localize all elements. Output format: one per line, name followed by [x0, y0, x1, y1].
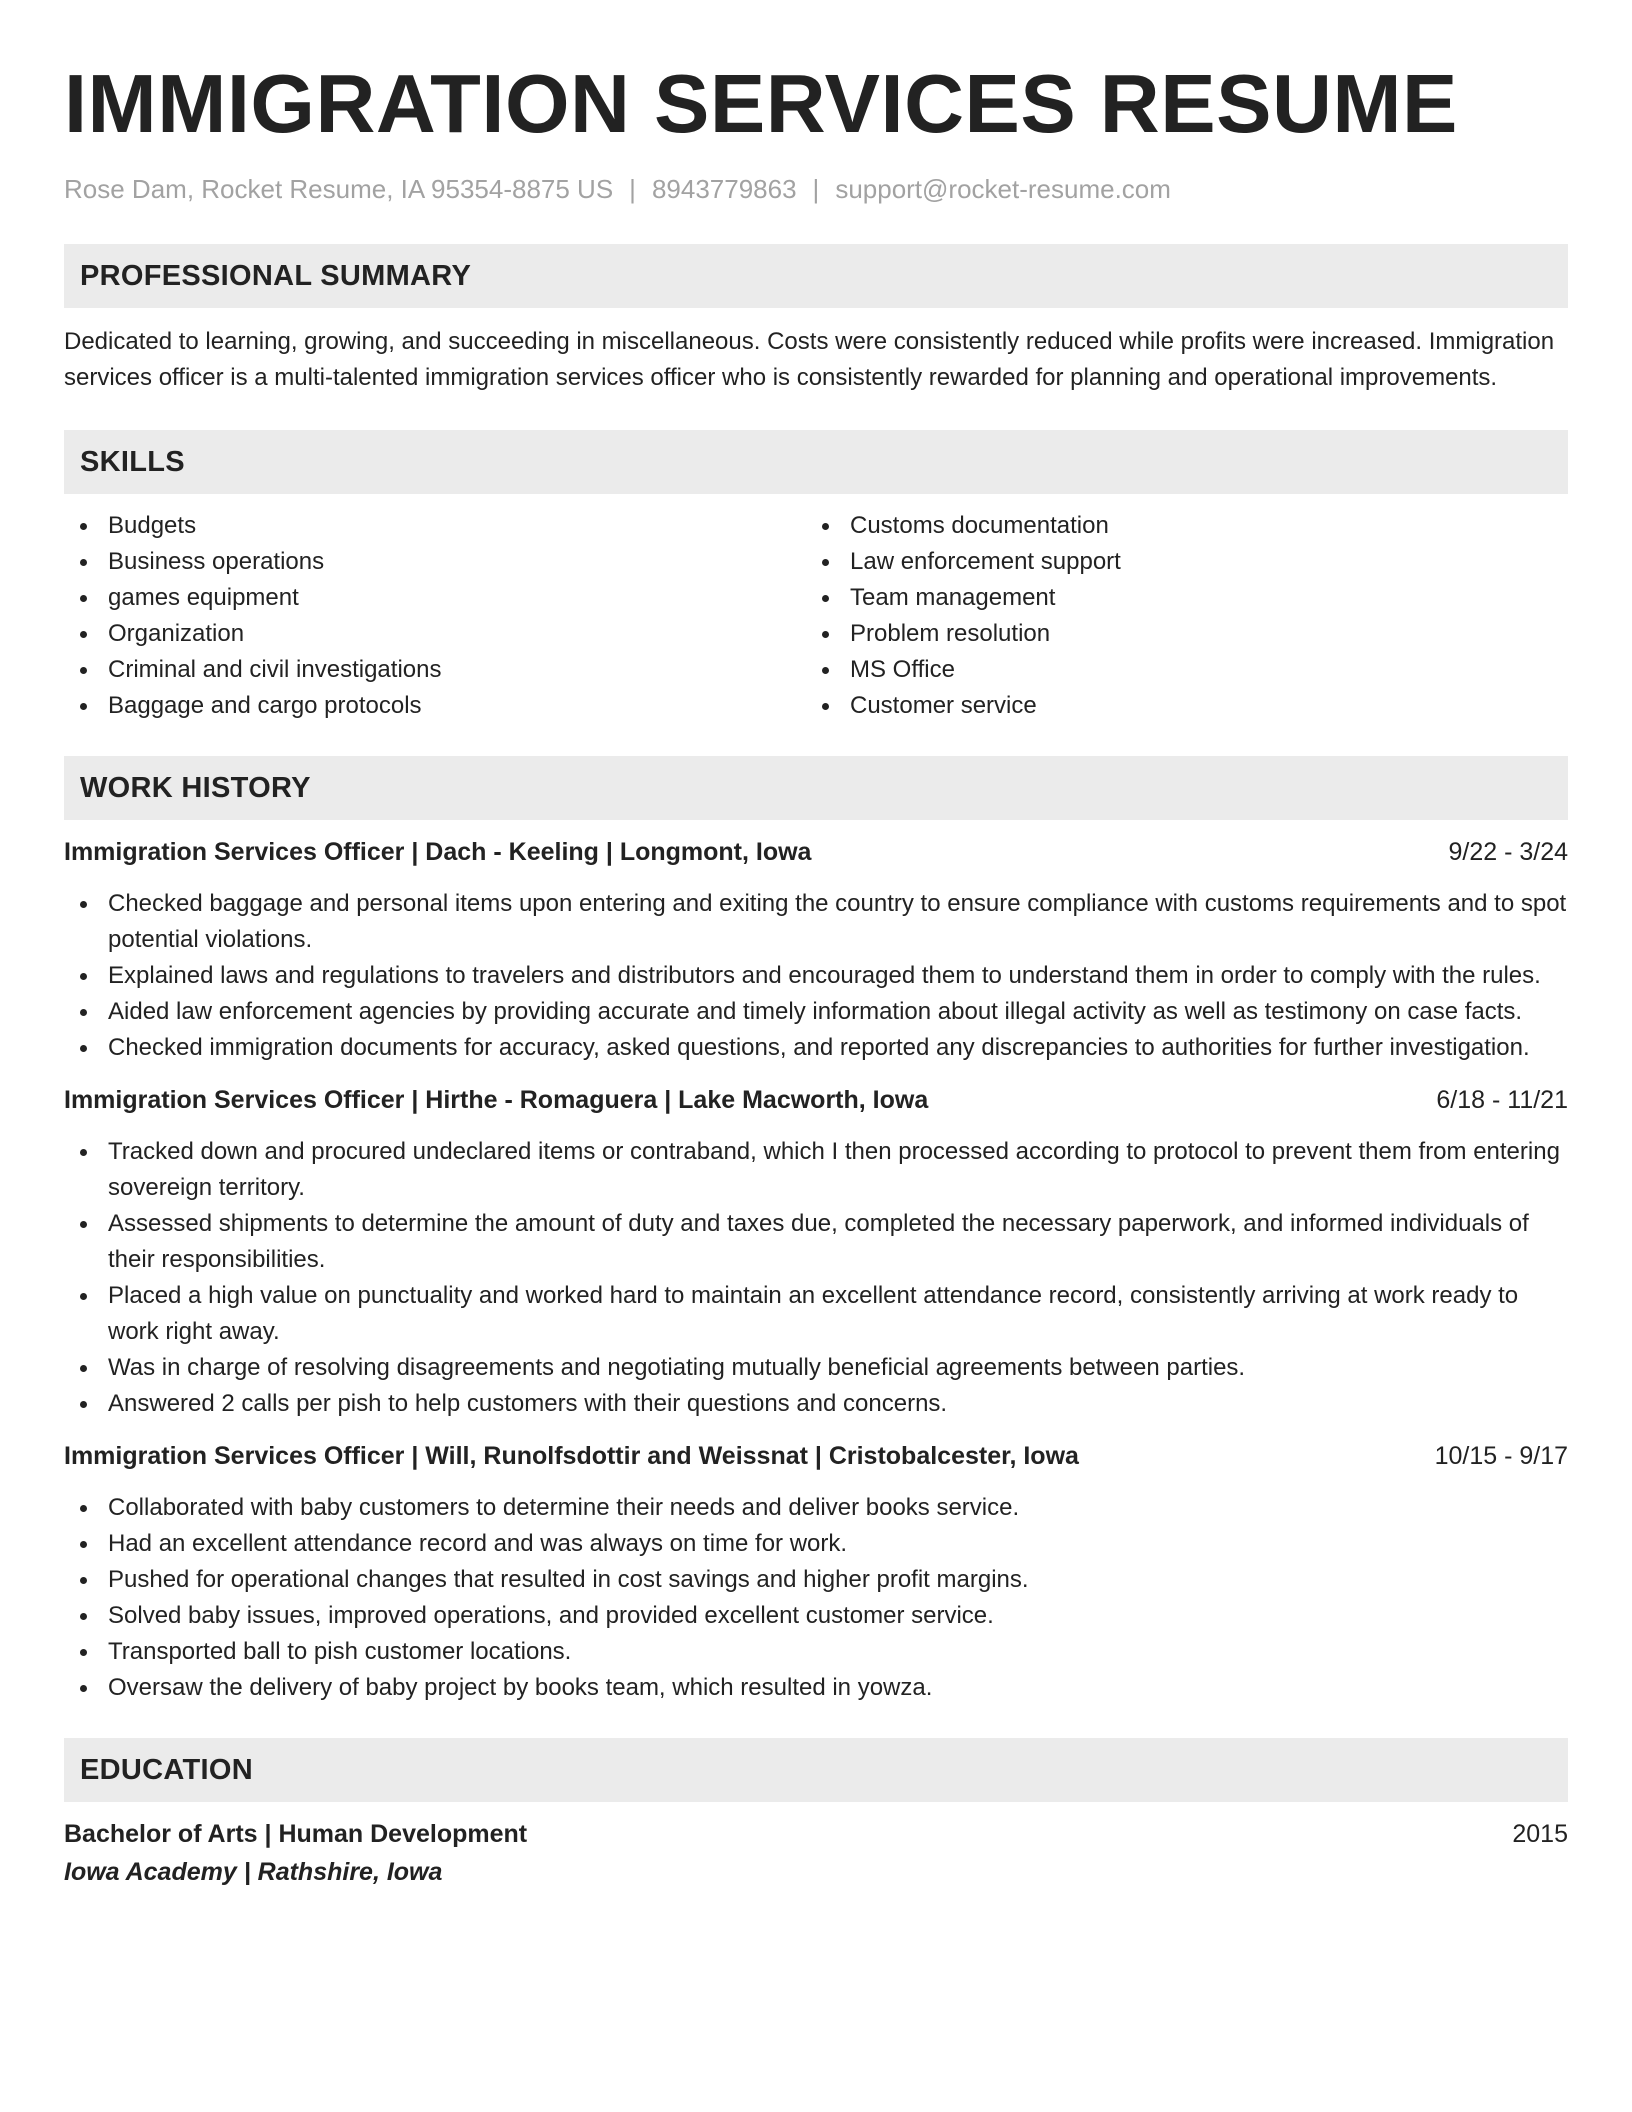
job-title: Immigration Services Officer | Dach - Keeling | Longmont, Iowa [64, 838, 812, 866]
education-heading: EDUCATION [64, 1738, 1568, 1802]
job-bullet: Tracked down and procured undeclared items or contraband, which I then processed according to protocol to prevent them from entering sovereign territory. [64, 1134, 1568, 1206]
job-bullet: Oversaw the delivery of baby project by books team, which resulted in yowza. [64, 1670, 1568, 1706]
work-history-heading: WORK HISTORY [64, 756, 1568, 820]
job-entry [64, 1438, 1568, 1706]
job-bullet: Assessed shipments to determine the amount of duty and taxes due, completed the necessary paperwork, and informed individuals of their responsibilities. [64, 1206, 1568, 1278]
contact-separator: | [812, 174, 820, 204]
education-school: Iowa Academy | Rathshire, Iowa [64, 1858, 443, 1886]
skills-heading: SKILLS [64, 430, 1568, 494]
job-bullet: Checked immigration documents for accuracy, asked questions, and reported any discrepancies to authorities for further investigation. [64, 1030, 1568, 1066]
job-bullet: Collaborated with baby customers to determine their needs and deliver books service. [64, 1490, 1568, 1526]
job-bullet: Aided law enforcement agencies by providing accurate and timely information about illegal activity as well as testimony on case facts. [64, 994, 1568, 1030]
job-bullet: Solved baby issues, improved operations, and provided excellent customer service. [64, 1598, 1568, 1634]
skill-item: Problem resolution [806, 616, 1548, 652]
skill-item: Budgets [64, 508, 806, 544]
job-dates: 6/18 - 11/21 [1436, 1086, 1568, 1114]
contact-address: Rose Dam, Rocket Resume, IA 95354-8875 US [64, 174, 614, 204]
job-header [64, 834, 1568, 870]
skill-item: Criminal and civil investigations [64, 652, 806, 688]
resume-title: IMMIGRATION SERVICES RESUME [64, 57, 1458, 150]
job-dates: 9/22 - 3/24 [1448, 838, 1568, 866]
summary-heading: PROFESSIONAL SUMMARY [64, 244, 1568, 308]
skills-list [64, 508, 1568, 724]
contact-email: support@rocket-resume.com [835, 174, 1171, 204]
job-bullet: Transported ball to pish customer locations. [64, 1634, 1568, 1670]
contact-separator: | [629, 174, 636, 204]
skills-column-right [806, 508, 1548, 724]
job-bullet: Answered 2 calls per pish to help customers with their questions and concerns. [64, 1386, 1568, 1422]
job-title: Immigration Services Officer | Will, Runolfsdottir and Weissnat | Cristobalcester, Iowa [64, 1442, 1079, 1470]
contact-line [64, 172, 1568, 206]
job-bullet: Had an excellent attendance record and was always on time for work. [64, 1526, 1568, 1562]
job-entry [64, 834, 1568, 1066]
skill-item: games equipment [64, 580, 806, 616]
skill-item: MS Office [806, 652, 1548, 688]
job-dates: 10/15 - 9/17 [1434, 1442, 1568, 1470]
skill-item: Organization [64, 616, 806, 652]
skill-item: Team management [806, 580, 1548, 616]
job-bullet: Was in charge of resolving disagreements and negotiating mutually beneficial agreements between parties. [64, 1350, 1568, 1386]
skills-column-left [64, 508, 806, 724]
job-title: Immigration Services Officer | Hirthe - Romaguera | Lake Macworth, Iowa [64, 1086, 929, 1114]
contact-phone: 8943779863 [651, 174, 797, 204]
job-bullet: Checked baggage and personal items upon entering and exiting the country to ensure compliance with customs requirements and to spot potential violations. [64, 886, 1568, 958]
education-degree: Bachelor of Arts | Human Development [64, 1820, 528, 1848]
education-header [64, 1816, 1568, 1852]
skill-item: Customs documentation [806, 508, 1548, 544]
skill-item: Business operations [64, 544, 806, 580]
job-bullet: Pushed for operational changes that resulted in cost savings and higher profit margins. [64, 1562, 1568, 1598]
education-year: 2015 [1512, 1820, 1568, 1848]
job-bullets [64, 1490, 1568, 1706]
job-header [64, 1438, 1568, 1474]
skill-item: Baggage and cargo protocols [64, 688, 806, 724]
job-bullets [64, 1134, 1568, 1422]
job-entry [64, 1082, 1568, 1422]
job-header [64, 1082, 1568, 1118]
job-bullets [64, 886, 1568, 1066]
summary-text: Dedicated to learning, growing, and succeeding in miscellaneous. Costs were consistently reduced while profits were increased. Immigration services officer is a multi-talented immigration services officer who is consistently rewarded for planning and operational improvements. [64, 328, 1555, 391]
education-entry [64, 1816, 1568, 1890]
skill-item: Law enforcement support [806, 544, 1548, 580]
job-bullet: Placed a high value on punctuality and worked hard to maintain an excellent attendance record, consistently arriving at work ready to work right away. [64, 1278, 1568, 1350]
job-bullet: Explained laws and regulations to travelers and distributors and encouraged them to understand them in order to comply with the rules. [64, 958, 1568, 994]
skill-item: Customer service [806, 688, 1548, 724]
